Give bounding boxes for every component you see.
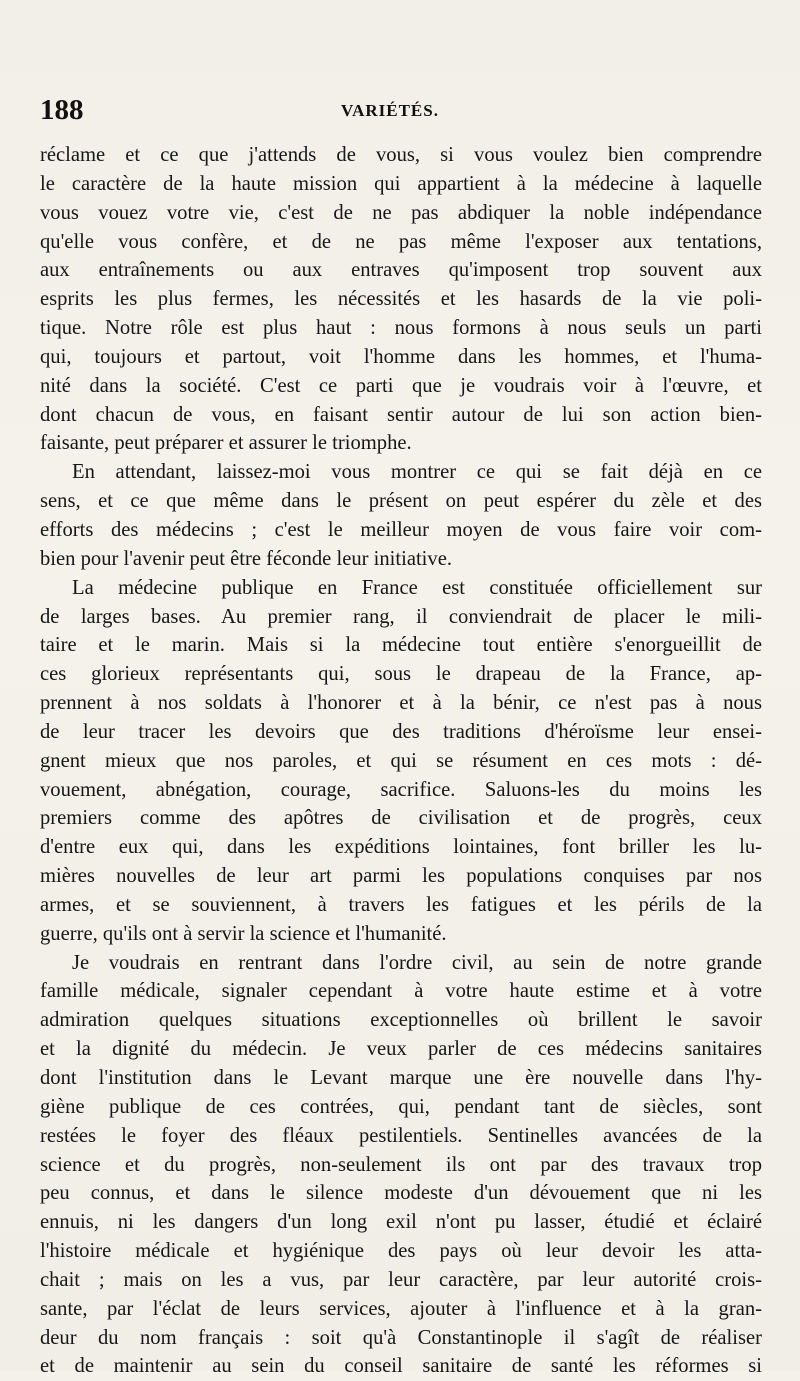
text-line: dont l'institution dans le Levant marque une ère nouvelle dans l'hy-: [40, 1067, 762, 1089]
text-line: efforts des médecins ; c'est le meilleur moyen de vous faire voir com-: [40, 518, 762, 541]
text-line: gnent mieux que nos paroles, et qui se résument en ces mots : dé-: [40, 749, 762, 772]
text-line: l'histoire médicale et hygiénique des pays où leur devoir les atta-: [40, 1240, 762, 1263]
text-line: de leur tracer les devoirs que des traditions d'héroïsme leur ensei-: [40, 720, 762, 743]
text-line: chait ; mais on les a vus, par leur caractère, par leur autorité crois-: [40, 1268, 762, 1291]
text-line: mières nouvelles de leur art parmi les populations conquises par nos: [40, 865, 762, 888]
text-line: ces glorieux représentants qui, sous le drapeau de la France, ap-: [40, 663, 762, 686]
text-line: réclame et ce que j'attends de vous, si vous voulez bien comprendre: [40, 144, 762, 166]
text-line: science et du progrès, non-seulement ils ont par des travaux trop: [40, 1153, 762, 1176]
text-line: deur du nom français : soit qu'à Constantinople il s'agît de réaliser: [40, 1326, 762, 1349]
text-line: vous vouez votre vie, c'est de ne pas abdiquer la noble indépendance: [40, 201, 762, 224]
text-line: ennuis, ni les dangers d'un long exil n'ont pu lasser, étudié et éclairé: [40, 1211, 762, 1234]
page-number: 188: [40, 94, 84, 126]
text-line: sens, et ce que même dans le présent on peut espérer du zèle et des: [40, 490, 762, 513]
text-line: premiers comme des apôtres de civilisation et de progrès, ceux: [40, 807, 762, 830]
text-line: sante, par l'éclat de leurs services, ajouter à l'influence et à la gran-: [40, 1297, 762, 1320]
text-line: esprits les plus fermes, les nécessités et les hasards de la vie poli-: [40, 288, 762, 311]
running-head: [40, 94, 760, 130]
text-line: qui, toujours et partout, voit l'homme dans les hommes, et l'huma-: [40, 345, 762, 368]
text-line: armes, et se souviennent, à travers les fatigues et les périls de la: [40, 893, 762, 916]
text-line: peu connus, et dans le silence modeste d'un dévouement que ni les: [40, 1182, 762, 1205]
text-line: et de maintenir au sein du conseil sanitaire de santé les réformes si: [40, 1355, 762, 1378]
text-line: bien pour l'avenir peut être féconde leur initiative.: [40, 547, 452, 570]
text-line: famille médicale, signaler cependant à votre haute estime et à votre: [40, 980, 762, 1003]
text-line: Je voudrais en rentrant dans l'ordre civil, au sein de notre grande: [72, 951, 762, 974]
text-line: aux entraînements ou aux entraves qu'imposent trop souvent aux: [40, 259, 762, 282]
text-line: nité dans la société. C'est ce parti que je voudrais voir à l'œuvre, et: [40, 374, 762, 397]
text-line: tique. Notre rôle est plus haut : nous formons à nous seuls un parti: [40, 317, 762, 340]
text-line: guerre, qu'ils ont à servir la science et l'humanité.: [40, 922, 447, 945]
section-title: VARIÉTÉS.: [341, 101, 439, 120]
text-line: giène publique de ces contrées, qui, pendant tant de siècles, sont: [40, 1095, 762, 1118]
text-line: dont chacun de vous, en faisant sentir autour de lui son action bien-: [40, 403, 762, 426]
text-line: admiration quelques situations exceptionnelles où brillent le savoir: [40, 1009, 762, 1032]
text-line: En attendant, laissez-moi vous montrer ce qui se fait déjà en ce: [72, 461, 762, 484]
text-line: qu'elle vous confère, et de ne pas même l'exposer aux tentations,: [40, 230, 762, 253]
text-line: et la dignité du médecin. Je veux parler de ces médecins sanitaires: [40, 1038, 762, 1061]
body-text: [40, 141, 762, 1381]
text-line: La médecine publique en France est constituée officiellement sur: [72, 576, 762, 599]
text-line: taire et le marin. Mais si la médecine tout entière s'enorgueillit de: [40, 634, 762, 657]
text-line: d'entre eux qui, dans les expéditions lointaines, font briller les lu-: [40, 836, 762, 859]
text-line: vouement, abnégation, courage, sacrifice. Saluons-les du moins les: [40, 778, 762, 801]
text-line: le caractère de la haute mission qui appartient à la médecine à laquelle: [40, 172, 762, 195]
text-line: de larges bases. Au premier rang, il conviendrait de placer le mili-: [40, 605, 762, 628]
text-line: restées le foyer des fléaux pestilentiels. Sentinelles avancées de la: [40, 1124, 762, 1147]
text-line: prennent à nos soldats à l'honorer et à la bénir, ce n'est pas à nous: [40, 692, 762, 715]
text-line: faisante, peut préparer et assurer le triomphe.: [40, 432, 412, 455]
